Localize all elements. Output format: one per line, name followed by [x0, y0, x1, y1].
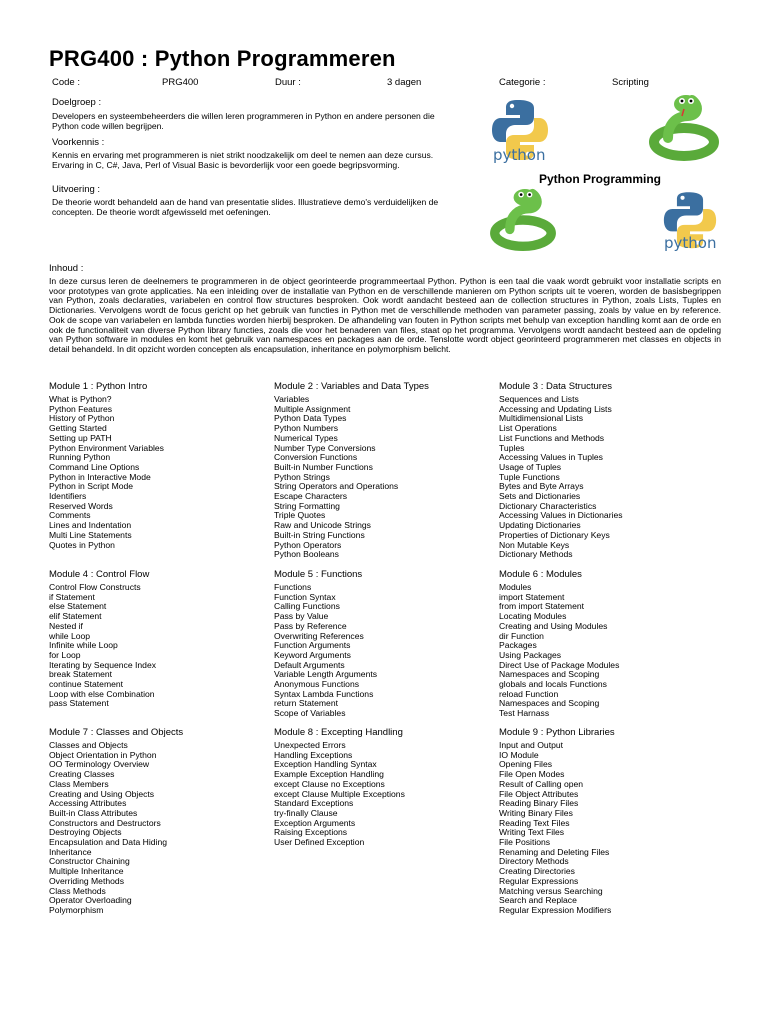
- list-item: Constructors and Destructors: [49, 817, 161, 828]
- list-item: Anonymous Functions: [274, 679, 360, 690]
- list-item: Constructor Chaining: [49, 856, 130, 867]
- list-item: return Statement: [274, 698, 339, 709]
- list-item: Unexpected Errors: [274, 740, 346, 750]
- list-item: Multiple Inheritance: [49, 866, 124, 877]
- voorkennis-text: Kennis en ervaring met programmeren is niet strikt noodzakelijk om deel te nemen aan deze cursus. Ervaring in C, C#, Java, Perl of Visual Basic is bevorderlijk voor een goede begripsvorming.: [52, 150, 434, 170]
- python-logo-text: python: [493, 146, 546, 164]
- list-item: Creating Classes: [49, 769, 115, 780]
- list-item: Control Flow Constructs: [49, 582, 141, 592]
- inhoud-text: In deze cursus leren de deelnemers te programmeren in de object georinteerde programmeertaal Python. Python is een taal die vaak wordt gebruikt voor installatie scripts en voor prototypes van grote applicaties. Na een inleiding over de installatie van Python en de verschillende manieren om Python scripts uit te voeren, worden de basisbegrippen van Python, zoals declaraties, variabelen en control flow structures besproken. Ook wordt aandacht besteed aan de collection structures in Python, zoals Lists, Tuples en Dictionaries. Vervolgens wordt de focus gericht op het gebruik van functies in Python met de verschillende methoden van parameter passing, zoals by value en by reference. Ook de scope van variabelen en lambda functies worden hierbij besproken. De afhandeling van fouten in Python scripts met behulp van exception handling komt aan de orde en ook de functionaliteit van diverse Python library functies, zoals die voor het benaderen van files, staat op het programma. Vervolgens wordt aandacht besteed aan de opdeling van Python software in modules en komt het gebruik van namespaces en packages aan de orde. Tenslotte wordt object georinteerd programmeren met classes en objects in detail behandeld. In dit opzicht worden concepten als encapsulation, inheritance en polymorphism belicht.: [49, 276, 721, 354]
- list-item: Scope of Variables: [274, 708, 346, 719]
- topic-list: [499, 741, 719, 916]
- list-item: Nested if: [49, 620, 83, 631]
- list-item: Non Mutable Keys: [499, 539, 570, 550]
- list-item: Dictionary Methods: [499, 549, 573, 560]
- list-item: try-finally Clause: [274, 807, 338, 818]
- list-item: Built-in Number Functions: [274, 461, 373, 472]
- list-item: Direct Use of Package Modules: [499, 659, 620, 670]
- list-item: File Open Modes: [499, 769, 565, 780]
- list-item: Reading Text Files: [499, 817, 570, 828]
- module-7: [49, 727, 269, 916]
- list-item: String Formatting: [274, 500, 340, 511]
- module-title: Module 7 : Classes and Objects: [49, 727, 184, 738]
- list-item: List Functions and Methods: [499, 432, 605, 443]
- list-item: Result of Calling open: [499, 778, 584, 789]
- list-item: Raising Exceptions: [274, 827, 348, 838]
- module-title: Module 4 : Control Flow: [49, 569, 150, 580]
- list-item: Function Syntax: [274, 591, 336, 602]
- list-item: Infinite while Loop: [49, 640, 118, 651]
- list-item: Directory Methods: [499, 856, 569, 867]
- list-item: History of Python: [49, 413, 115, 424]
- list-item: Triple Quotes: [274, 510, 326, 521]
- list-item: Keyword Arguments: [274, 649, 351, 660]
- list-item: Syntax Lambda Functions: [274, 688, 374, 699]
- list-item: Python Environment Variables: [49, 442, 164, 453]
- module-title: Module 2 : Variables and Data Types: [274, 381, 429, 392]
- list-item: Regular Expressions: [499, 875, 579, 886]
- python-logo-text: python: [664, 234, 717, 252]
- snake-icon: [648, 94, 720, 162]
- list-item: Comments: [49, 510, 91, 521]
- list-item: Updating Dictionaries: [499, 520, 581, 531]
- list-item: Regular Expression Modifiers: [499, 904, 612, 915]
- list-item: Tuple Functions: [499, 471, 560, 482]
- list-item: Creating and Using Objects: [49, 788, 155, 799]
- list-item: elif Statement: [49, 611, 102, 622]
- list-item: Test Harnass: [499, 708, 550, 719]
- list-item: Modules: [499, 582, 532, 592]
- list-item: Python Booleans: [274, 549, 339, 560]
- topic-list: [49, 395, 269, 550]
- module-4: [49, 569, 269, 709]
- list-item: User Defined Exception: [274, 837, 365, 848]
- list-item: Opening Files: [499, 759, 553, 770]
- module-3: [499, 381, 719, 560]
- list-item: Example Exception Handling: [274, 769, 384, 780]
- list-item: Input and Output: [499, 740, 564, 750]
- list-item: dir Function: [499, 630, 544, 641]
- list-item: Namespaces and Scoping: [499, 698, 600, 709]
- list-item: Exception Handling Syntax: [274, 759, 377, 770]
- list-item: Matching versus Searching: [499, 885, 603, 896]
- list-item: Using Packages: [499, 649, 562, 660]
- list-item: import Statement: [499, 591, 565, 602]
- list-item: Calling Functions: [274, 601, 340, 612]
- list-item: Multi Line Statements: [49, 529, 132, 540]
- list-item: Destroying Objects: [49, 827, 122, 838]
- list-item: Running Python: [49, 452, 111, 463]
- page-title: PRG400 : Python Programmeren: [49, 46, 396, 71]
- list-item: Creating Directories: [499, 866, 575, 877]
- doelgroep-label: Doelgroep :: [52, 97, 102, 108]
- list-item: else Statement: [49, 601, 107, 612]
- list-item: while Loop: [49, 630, 91, 641]
- module-9: [499, 727, 719, 916]
- list-item: from import Statement: [499, 601, 585, 612]
- list-item: Quotes in Python: [49, 539, 115, 550]
- list-item: Overriding Methods: [49, 875, 124, 886]
- list-item: Properties of Dictionary Keys: [499, 529, 610, 540]
- list-item: Writing Binary Files: [499, 807, 573, 818]
- duur-value: 3 dagen: [387, 77, 422, 88]
- list-item: Lines and Indentation: [49, 520, 132, 531]
- list-item: break Statement: [49, 669, 113, 680]
- list-item: Reading Binary Files: [499, 798, 579, 809]
- list-item: Identifiers: [49, 491, 87, 502]
- code-value: PRG400: [162, 77, 199, 88]
- list-item: Accessing Values in Tuples: [499, 452, 603, 463]
- list-item: IO Module: [499, 749, 539, 760]
- list-item: except Clause no Exceptions: [274, 778, 385, 789]
- list-item: File Positions: [499, 837, 551, 848]
- duur-label: Duur :: [275, 77, 301, 88]
- list-item: Pass by Reference: [274, 620, 347, 631]
- list-item: Standard Exceptions: [274, 798, 354, 809]
- list-item: Command Line Options: [49, 461, 140, 472]
- list-item: globals and locals Functions: [499, 679, 607, 690]
- list-item: Accessing and Updating Lists: [499, 403, 612, 414]
- list-item: continue Statement: [49, 679, 124, 690]
- module-title: Module 3 : Data Structures: [499, 381, 612, 392]
- list-item: Python Features: [49, 403, 113, 414]
- module-8: [274, 727, 494, 848]
- topic-list: [49, 741, 269, 916]
- list-item: Function Arguments: [274, 640, 351, 651]
- list-item: Variables: [274, 394, 310, 404]
- topic-list: [274, 583, 494, 719]
- list-item: if Statement: [49, 591, 95, 602]
- list-item: Multidimensional Lists: [499, 413, 584, 424]
- list-item: What is Python?: [49, 394, 112, 404]
- list-item: Packages: [499, 640, 537, 651]
- list-item: Accessing Values in Dictionaries: [499, 510, 623, 521]
- list-item: Polymorphism: [49, 904, 104, 915]
- list-item: Python Numbers: [274, 423, 339, 434]
- list-item: Python in Interactive Mode: [49, 471, 151, 482]
- topic-list: [274, 395, 494, 560]
- list-item: Default Arguments: [274, 659, 345, 670]
- list-item: Built-in Class Attributes: [49, 807, 138, 818]
- list-item: Escape Characters: [274, 491, 348, 502]
- module-title: Module 1 : Python Intro: [49, 381, 148, 392]
- inhoud-label: Inhoud :: [49, 263, 84, 274]
- topic-list: [499, 395, 719, 560]
- list-item: Iterating by Sequence Index: [49, 659, 157, 670]
- module-title: Module 9 : Python Libraries: [499, 727, 615, 738]
- code-label: Code :: [52, 77, 80, 88]
- topic-list: [49, 583, 269, 709]
- list-item: Handling Exceptions: [274, 749, 353, 760]
- module-title: Module 8 : Excepting Handling: [274, 727, 403, 738]
- doelgroep-text: Developers en systeembeheerders die willen leren programmeren in Python en andere personen die Python code willen begrijpen.: [52, 111, 435, 131]
- list-item: String Operators and Operations: [274, 481, 399, 492]
- list-item: Pass by Value: [274, 611, 329, 622]
- list-item: Conversion Functions: [274, 452, 358, 463]
- topic-list: [499, 583, 719, 719]
- module-6: [499, 569, 719, 719]
- categorie-label: Categorie :: [499, 77, 546, 88]
- uitvoering-label: Uitvoering :: [52, 184, 101, 195]
- list-item: Variable Length Arguments: [274, 669, 378, 680]
- list-item: Loop with else Combination: [49, 688, 155, 699]
- list-item: File Object Attributes: [499, 788, 579, 799]
- list-item: Getting Started: [49, 423, 107, 434]
- list-item: Classes and Objects: [49, 740, 128, 750]
- list-item: except Clause Multiple Exceptions: [274, 788, 405, 799]
- list-item: Sets and Dictionaries: [499, 491, 581, 502]
- list-item: Usage of Tuples: [499, 461, 562, 472]
- list-item: Setting up PATH: [49, 432, 112, 443]
- list-item: Class Members: [49, 778, 109, 789]
- list-item: Multiple Assignment: [274, 403, 351, 414]
- list-item: Raw and Unicode Strings: [274, 520, 371, 531]
- list-item: Built-in String Functions: [274, 529, 365, 540]
- list-item: Inheritance: [49, 846, 92, 857]
- list-item: Python Operators: [274, 539, 342, 550]
- list-item: Encapsulation and Data Hiding: [49, 837, 168, 848]
- list-item: reload Function: [499, 688, 559, 699]
- module-1: [49, 381, 269, 550]
- list-item: Python in Script Mode: [49, 481, 134, 492]
- categorie-value: Scripting: [612, 77, 649, 88]
- list-item: Exception Arguments: [274, 817, 356, 828]
- list-item: Sequences and Lists: [499, 394, 579, 404]
- list-item: Numerical Types: [274, 432, 338, 443]
- list-item: Overwriting References: [274, 630, 364, 641]
- list-item: Object Orientation in Python: [49, 749, 157, 760]
- list-item: Dictionary Characteristics: [499, 500, 597, 511]
- snake-icon: [488, 188, 558, 252]
- list-item: Creating and Using Modules: [499, 620, 608, 631]
- module-5: [274, 569, 494, 719]
- module-2: [274, 381, 494, 560]
- list-item: List Operations: [499, 423, 557, 434]
- list-item: Writing Text Files: [499, 827, 565, 838]
- list-item: Bytes and Byte Arrays: [499, 481, 584, 492]
- list-item: Functions: [274, 582, 312, 592]
- list-item: Operator Overloading: [49, 895, 132, 906]
- uitvoering-text: De theorie wordt behandeld aan de hand van presentatie slides. Illustratieve demo's verduidelijken de concepten. De theorie wordt afgewisseld met oefeningen.: [52, 197, 439, 217]
- list-item: for Loop: [49, 649, 81, 660]
- voorkennis-label: Voorkennis :: [52, 137, 105, 148]
- list-item: Accessing Attributes: [49, 798, 127, 809]
- list-item: Number Type Conversions: [274, 442, 376, 453]
- list-item: Reserved Words: [49, 500, 113, 511]
- list-item: Search and Replace: [499, 895, 577, 906]
- list-item: Namespaces and Scoping: [499, 669, 600, 680]
- image-caption: Python Programming: [539, 172, 662, 186]
- list-item: OO Terminology Overview: [49, 759, 150, 770]
- list-item: Class Methods: [49, 885, 106, 896]
- list-item: Python Data Types: [274, 413, 347, 424]
- list-item: Python Strings: [274, 471, 330, 482]
- list-item: pass Statement: [49, 698, 109, 709]
- module-title: Module 6 : Modules: [499, 569, 582, 580]
- module-title: Module 5 : Functions: [274, 569, 363, 580]
- list-item: Tuples: [499, 442, 525, 453]
- list-item: Renaming and Deleting Files: [499, 846, 610, 857]
- topic-list: [274, 741, 494, 848]
- list-item: Locating Modules: [499, 611, 567, 622]
